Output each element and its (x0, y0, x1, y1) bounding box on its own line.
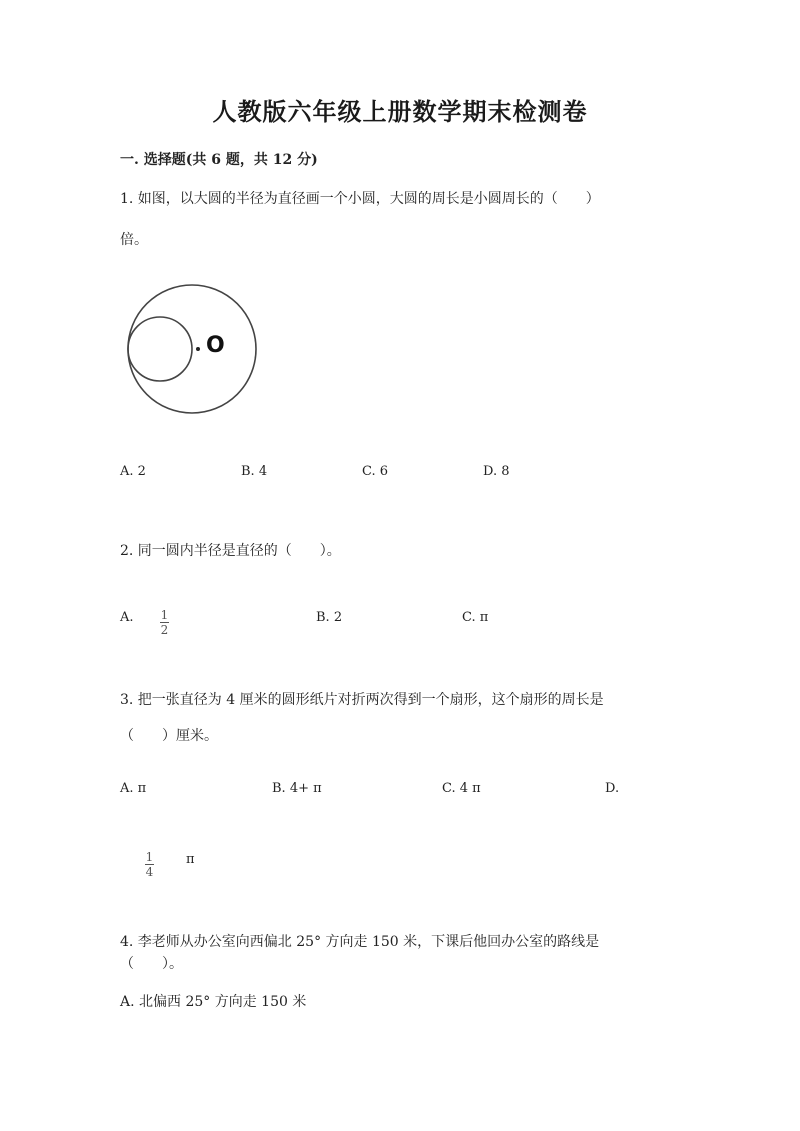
question-2-text: 2. 同一圆内半径是直径的（ ）。 (120, 543, 341, 559)
q2-option-c[interactable]: C. π (462, 610, 489, 625)
question-4-text-cont: （ ）。 (120, 956, 183, 972)
q2-option-a-fraction (160, 604, 169, 636)
fraction-numerator: 1 (145, 850, 154, 864)
q1-option-d[interactable]: D. 8 (483, 464, 510, 479)
small-circle (128, 317, 192, 381)
q2-option-a-prefix: A. (120, 610, 134, 625)
q3-option-c[interactable]: C. 4 π (442, 781, 481, 796)
fraction-denominator: 4 (145, 865, 154, 879)
fraction-numerator: 1 (160, 608, 169, 622)
q4-option-a[interactable]: A. 北偏西 25° 方向走 150 米 (120, 994, 307, 1010)
q3-option-d-fraction (145, 846, 154, 878)
center-label-o: O (206, 333, 225, 358)
q3-option-d-pi: π (186, 852, 195, 867)
section-heading: 一. 选择题(共 6 题，共 12 分) (120, 152, 318, 168)
q3-option-b[interactable]: B. 4+ π (272, 781, 322, 796)
q1-option-a[interactable]: A. 2 (120, 464, 146, 479)
circle-figure (120, 280, 270, 420)
question-3-text-cont: （ ）厘米。 (120, 728, 218, 744)
question-1-text: 1. 如图，以大圆的半径为直径画一个小圆，大圆的周长是小圆周长的（ ） (120, 191, 600, 207)
q2-option-a[interactable] (120, 610, 134, 625)
q3-option-d[interactable]: D. (605, 781, 620, 796)
q2-option-b[interactable]: B. 2 (316, 610, 343, 625)
question-4-text: 4. 李老师从办公室向西偏北 25° 方向走 150 米，下课后他回办公室的路线是 (120, 934, 600, 950)
question-1-text-cont: 倍。 (120, 232, 148, 248)
fraction-denominator: 2 (160, 623, 169, 637)
q1-option-b[interactable]: B. 4 (241, 464, 268, 479)
q3-option-a[interactable]: A. π (120, 781, 147, 796)
center-point (196, 347, 200, 351)
page-title: 人教版六年级上册数学期末检测卷 (212, 97, 588, 126)
q1-option-c[interactable]: C. 6 (362, 464, 389, 479)
question-3-text: 3. 把一张直径为 4 厘米的圆形纸片对折两次得到一个扇形，这个扇形的周长是 (120, 692, 604, 708)
